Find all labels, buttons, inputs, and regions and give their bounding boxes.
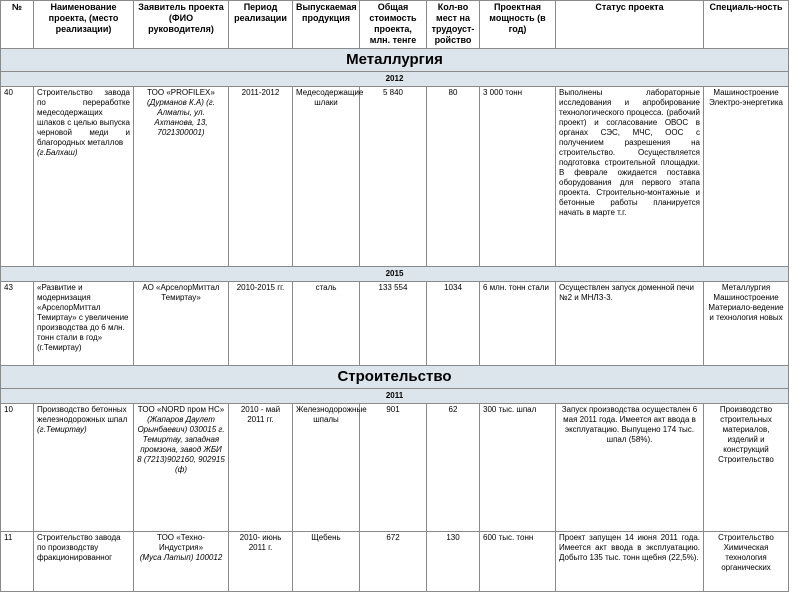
row-number: 40	[1, 87, 34, 267]
table-row	[1, 282, 789, 366]
project-name-cell	[34, 282, 134, 366]
status-cell: Выполнены лабораторные исследования и апробирование технологического процесса. (рабочий проект) и согласование ОВОС в органах СЭС, МЧС, ООС с получением разрешения на строительство. Осуществляется подготовка строительной площадки. В феврале ожидается поставка оборудования для первого этапа проекта. Строительно-монтажные и бетонные работы планируется начать в марте т.г.	[556, 87, 704, 267]
project-name: Строительство завода по переработке медесодержащих шлаков с целью выпуска черновой меди и благородных металлов	[37, 88, 130, 147]
capacity-cell: 300 тыс. шпал	[480, 404, 556, 532]
product-cell: Щебень	[293, 532, 360, 592]
cost-cell: 5 840	[360, 87, 427, 267]
section-row-construction	[1, 366, 789, 389]
project-location: (г.Темиртау)	[37, 425, 87, 434]
row-number: 11	[1, 532, 34, 592]
applicant-details: (Муса Латып) 100012	[139, 553, 223, 562]
year-row-2012	[1, 72, 789, 87]
applicant-name: ТОО «PROFILEX»	[147, 88, 215, 97]
row-number: 10	[1, 404, 34, 532]
period-cell: 2010-2015 гг.	[229, 282, 293, 366]
header-capacity: Проектная мощность (в год)	[480, 1, 556, 49]
project-location: (г.Темиртау)	[37, 343, 82, 352]
status-cell: Запуск производства осуществлен 6 мая 2011 года. Имеется акт ввода в эксплуатацию. Выпущено 174 тыс. шпал (58%).	[556, 404, 704, 532]
header-product: Выпускаемая продукция	[293, 1, 360, 49]
header-row	[1, 1, 789, 49]
year-row-2015	[1, 267, 789, 282]
header-cost: Общая стоимость проекта, млн. тенге	[360, 1, 427, 49]
year-label: 2015	[1, 267, 789, 282]
project-name: Производство бетонных железнодорожных шпал	[37, 405, 128, 424]
capacity-cell: 6 млн. тонн стали	[480, 282, 556, 366]
specialty-cell: Производство строительных материалов, изделий и конструкций Строительство	[704, 404, 789, 532]
applicant-name: АО «АрселорМиттал Темиртау»	[142, 283, 220, 302]
capacity-cell: 600 тыс. тонн	[480, 532, 556, 592]
applicant-details: (Дурманов К.А) (г. Алматы, ул. Ахтанова, 13, 7021300001)	[147, 98, 215, 137]
cost-cell: 133 554	[360, 282, 427, 366]
header-specialty: Специаль-ность	[704, 1, 789, 49]
applicant-name: ТОО «NORD пром НС»	[137, 405, 225, 414]
status-cell: Осуществлен запуск доменной печи №2 и МНЛЗ-3.	[556, 282, 704, 366]
header-period: Период реализации	[229, 1, 293, 49]
specialty-cell: Машиностроение Электро-энергетика	[704, 87, 789, 267]
status-cell: Проект запущен 14 июня 2011 года. Имеется акт ввода в эксплуатацию. Добыто 135 тыс. тонн щебня (22,5%).	[556, 532, 704, 592]
table-row	[1, 404, 789, 532]
period-cell: 2010 - май 2011 гг.	[229, 404, 293, 532]
section-row-metallurgy	[1, 49, 789, 72]
product-cell: Железнодорожные шпалы	[293, 404, 360, 532]
jobs-cell: 62	[427, 404, 480, 532]
period-cell: 2010- июнь 2011 г.	[229, 532, 293, 592]
jobs-cell: 1034	[427, 282, 480, 366]
project-name: Строительство завода по производству фракционированног	[37, 533, 121, 562]
product-cell: Медесодержащие шлаки	[293, 87, 360, 267]
applicant-details: (Жапаров Даулет Орынбаевич) 030015 г. Темиртау, западная промзона, завод ЖБИ 8 (7213)902160, 902915 (ф)	[137, 415, 225, 474]
period-cell: 2011-2012	[229, 87, 293, 267]
section-title: Металлургия	[1, 49, 789, 72]
jobs-cell: 130	[427, 532, 480, 592]
header-number: №	[1, 1, 34, 49]
row-number: 43	[1, 282, 34, 366]
applicant-cell	[134, 87, 229, 267]
year-row-2011	[1, 389, 789, 404]
year-label: 2012	[1, 72, 789, 87]
table-row	[1, 532, 789, 592]
applicant-cell	[134, 282, 229, 366]
year-label: 2011	[1, 389, 789, 404]
header-status: Статус проекта	[556, 1, 704, 49]
applicant-cell	[134, 404, 229, 532]
header-jobs: Кол-во мест на трудоуст-ройство	[427, 1, 480, 49]
capacity-cell: 3 000 тонн	[480, 87, 556, 267]
project-name-cell	[34, 532, 134, 592]
header-applicant: Заявитель проекта (ФИО руководителя)	[134, 1, 229, 49]
project-name: «Развитие и модернизация «АрселорМиттал Темиртау» с увеличение производства до 6 млн. тонн стали в год»	[37, 283, 129, 342]
jobs-cell: 80	[427, 87, 480, 267]
cost-cell: 672	[360, 532, 427, 592]
section-title: Строительство	[1, 366, 789, 389]
specialty-cell: Металлургия Машиностроение Материало-ведение и технология новых	[704, 282, 789, 366]
project-name-cell	[34, 404, 134, 532]
applicant-name: ТОО «Техно-Индустрия»	[157, 533, 205, 552]
specialty-cell: Строительство Химическая технология органических	[704, 532, 789, 592]
project-location: (г.Балхаш)	[37, 148, 78, 157]
project-name-cell	[34, 87, 134, 267]
product-cell: сталь	[293, 282, 360, 366]
cost-cell: 901	[360, 404, 427, 532]
applicant-cell	[134, 532, 229, 592]
header-project-name: Наименование проекта, (место реализации)	[34, 1, 134, 49]
table-row	[1, 87, 789, 267]
